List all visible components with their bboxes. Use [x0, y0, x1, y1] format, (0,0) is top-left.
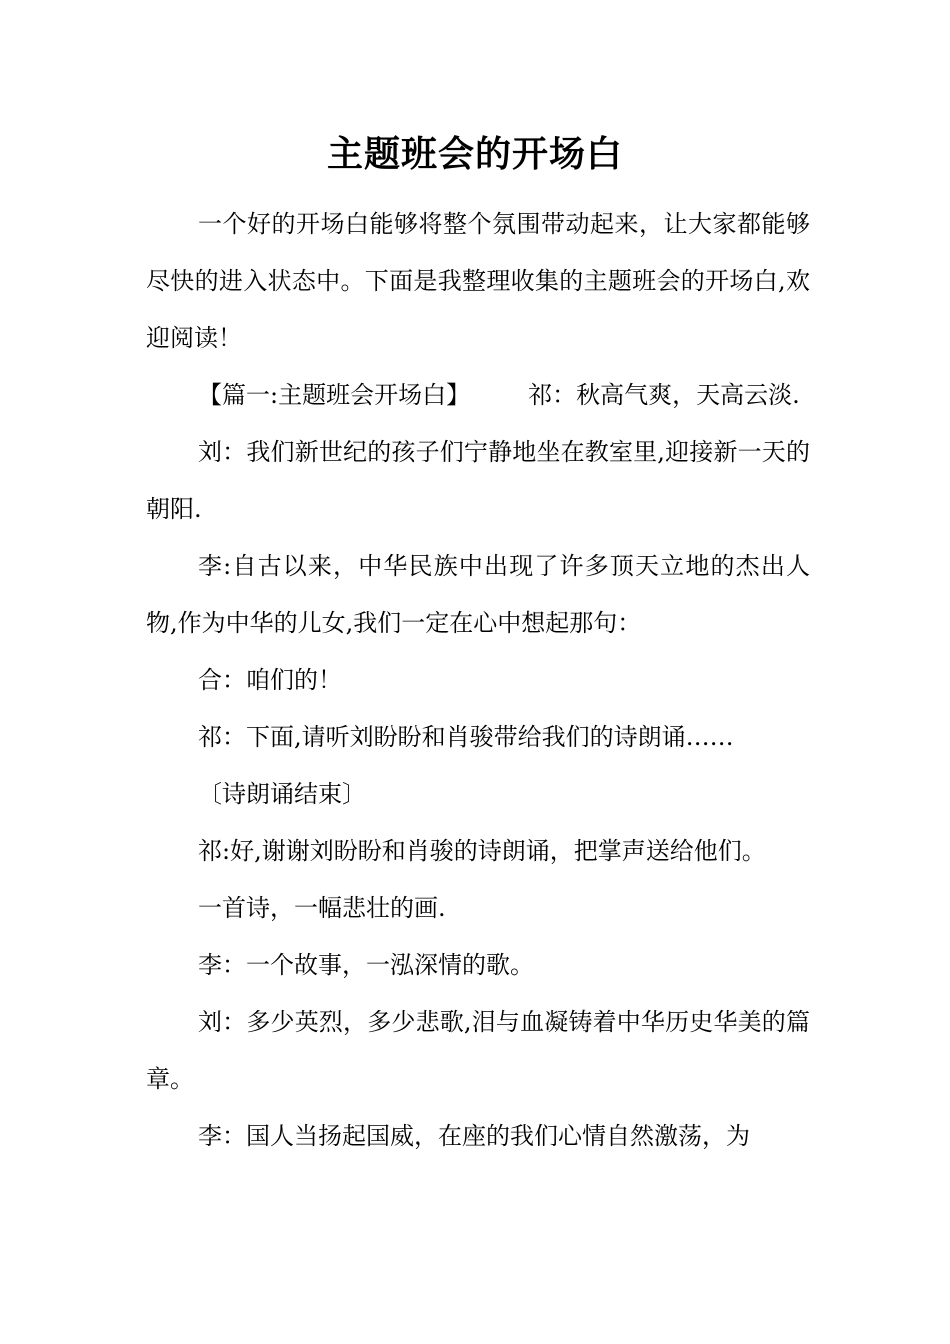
dialogue-paragraph: 合：咱们的！: [198, 666, 342, 694]
section-first-line: 祁：秋高气爽，天高云淡.: [528, 381, 800, 409]
document-body: [146, 196, 810, 1165]
stage-direction: 〔诗朗诵结束〕: [198, 780, 366, 808]
section-heading: 【篇一:主题班会开场白】: [198, 381, 471, 409]
dialogue-paragraph: 一首诗，一幅悲壮的画.: [198, 894, 446, 922]
document-title: 主题班会的开场白: [326, 133, 623, 175]
dialogue-paragraph: 刘：我们新世纪的孩子们宁静地坐在教室里,迎接新一天的朝阳.: [146, 438, 810, 523]
dialogue-paragraph: 李：一个故事，一泓深情的歌。: [198, 951, 534, 979]
dialogue-paragraph: 祁:好,谢谢刘盼盼和肖骏的诗朗诵，把掌声送给他们。: [198, 837, 766, 865]
section-paragraph: [146, 367, 810, 424]
intro-paragraph: 一个好的开场白能够将整个氛围带动起来，让大家都能够尽快的进入状态中。下面是我整理收集的主题班会的开场白,欢迎阅读！: [146, 210, 810, 352]
dialogue-paragraph: 李:自古以来，中华民族中出现了许多顶天立地的杰出人物,作为中华的儿女,我们一定在心中想起那句：: [146, 552, 810, 637]
dialogue-paragraph: 祁：下面,请听刘盼盼和肖骏带给我们的诗朗诵……: [198, 723, 734, 751]
dialogue-paragraph: 刘：多少英烈，多少悲歌,泪与血凝铸着中华历史华美的篇章。: [146, 1008, 810, 1093]
dialogue-paragraph: 李：国人当扬起国威，在座的我们心情自然激荡，为: [198, 1122, 750, 1150]
